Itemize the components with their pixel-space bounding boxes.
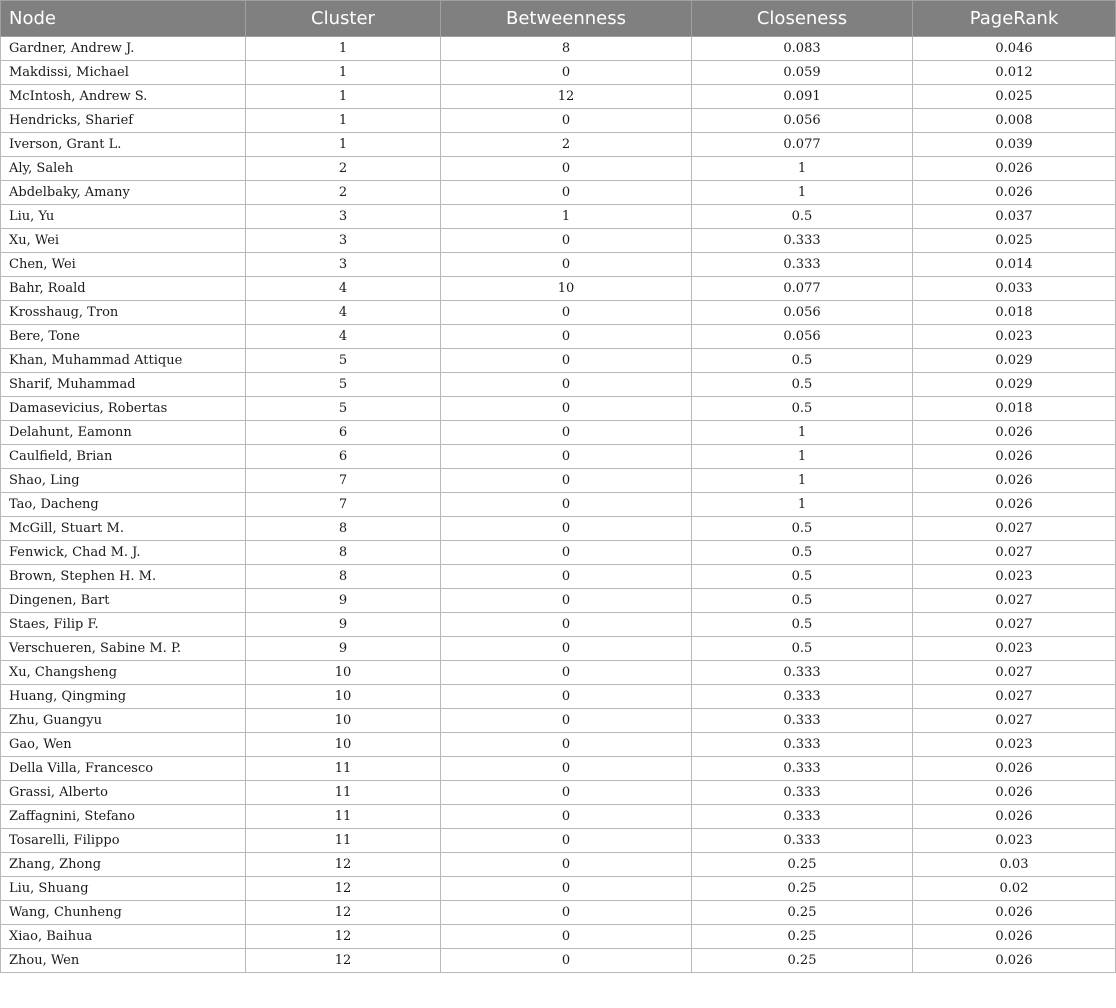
- cell-betweenness: 0: [441, 925, 692, 949]
- table-row: [1, 301, 1116, 325]
- cell-closeness: 1: [692, 469, 913, 493]
- cell-closeness: 0.056: [692, 325, 913, 349]
- table-row: [1, 781, 1116, 805]
- cell-betweenness: 0: [441, 493, 692, 517]
- header-betweenness: Betweenness: [441, 1, 692, 37]
- cell-closeness: 0.25: [692, 877, 913, 901]
- table-row: [1, 805, 1116, 829]
- cell-betweenness: 1: [441, 205, 692, 229]
- cell-cluster: 7: [246, 469, 441, 493]
- table-row: [1, 277, 1116, 301]
- cell-pagerank: 0.02: [913, 877, 1116, 901]
- cell-betweenness: 0: [441, 805, 692, 829]
- cell-closeness: 0.5: [692, 517, 913, 541]
- table-row: [1, 685, 1116, 709]
- cell-closeness: 0.5: [692, 541, 913, 565]
- cell-betweenness: 0: [441, 469, 692, 493]
- cell-closeness: 0.333: [692, 685, 913, 709]
- cell-pagerank: 0.029: [913, 373, 1116, 397]
- cell-pagerank: 0.026: [913, 493, 1116, 517]
- cell-closeness: 0.333: [692, 829, 913, 853]
- cell-cluster: 10: [246, 661, 441, 685]
- cell-closeness: 0.25: [692, 901, 913, 925]
- table-row: [1, 205, 1116, 229]
- table-row: [1, 325, 1116, 349]
- cell-pagerank: 0.018: [913, 301, 1116, 325]
- cell-betweenness: 0: [441, 565, 692, 589]
- cell-betweenness: 0: [441, 685, 692, 709]
- cell-pagerank: 0.027: [913, 613, 1116, 637]
- table-row: [1, 469, 1116, 493]
- table-row: [1, 613, 1116, 637]
- cell-closeness: 1: [692, 181, 913, 205]
- cell-betweenness: 0: [441, 781, 692, 805]
- cell-cluster: 4: [246, 325, 441, 349]
- cell-cluster: 12: [246, 853, 441, 877]
- cell-cluster: 12: [246, 901, 441, 925]
- cell-pagerank: 0.027: [913, 541, 1116, 565]
- cell-pagerank: 0.023: [913, 325, 1116, 349]
- cell-cluster: 11: [246, 805, 441, 829]
- cell-cluster: 8: [246, 565, 441, 589]
- cell-cluster: 1: [246, 85, 441, 109]
- cell-closeness: 0.059: [692, 61, 913, 85]
- cell-closeness: 0.333: [692, 805, 913, 829]
- cell-cluster: 10: [246, 709, 441, 733]
- cell-betweenness: 0: [441, 325, 692, 349]
- cell-node: Zaffagnini, Stefano: [1, 805, 246, 829]
- cell-pagerank: 0.027: [913, 685, 1116, 709]
- cell-pagerank: 0.026: [913, 901, 1116, 925]
- cell-cluster: 6: [246, 445, 441, 469]
- cell-node: Sharif, Muhammad: [1, 373, 246, 397]
- cell-node: Xu, Changsheng: [1, 661, 246, 685]
- cell-cluster: 9: [246, 637, 441, 661]
- cell-betweenness: 0: [441, 229, 692, 253]
- cell-cluster: 11: [246, 829, 441, 853]
- cell-betweenness: 0: [441, 613, 692, 637]
- cell-cluster: 3: [246, 205, 441, 229]
- cell-cluster: 9: [246, 589, 441, 613]
- cell-node: Verschueren, Sabine M. P.: [1, 637, 246, 661]
- cell-betweenness: 0: [441, 661, 692, 685]
- cell-node: Shao, Ling: [1, 469, 246, 493]
- cell-pagerank: 0.029: [913, 349, 1116, 373]
- cell-closeness: 0.25: [692, 925, 913, 949]
- cell-closeness: 1: [692, 157, 913, 181]
- cell-node: Chen, Wei: [1, 253, 246, 277]
- cell-pagerank: 0.023: [913, 733, 1116, 757]
- cell-node: Zhu, Guangyu: [1, 709, 246, 733]
- cell-node: Della Villa, Francesco: [1, 757, 246, 781]
- table-row: [1, 901, 1116, 925]
- cell-cluster: 2: [246, 157, 441, 181]
- cell-betweenness: 0: [441, 61, 692, 85]
- table-row: [1, 541, 1116, 565]
- cell-cluster: 12: [246, 877, 441, 901]
- cell-betweenness: 0: [441, 253, 692, 277]
- cell-cluster: 3: [246, 253, 441, 277]
- cell-pagerank: 0.026: [913, 157, 1116, 181]
- cell-closeness: 1: [692, 421, 913, 445]
- cell-pagerank: 0.03: [913, 853, 1116, 877]
- cell-node: Dingenen, Bart: [1, 589, 246, 613]
- table-row: [1, 373, 1116, 397]
- table-row: [1, 877, 1116, 901]
- cell-betweenness: 0: [441, 445, 692, 469]
- cell-betweenness: 0: [441, 853, 692, 877]
- cell-closeness: 1: [692, 493, 913, 517]
- cell-node: Iverson, Grant L.: [1, 133, 246, 157]
- cell-closeness: 0.333: [692, 709, 913, 733]
- cell-closeness: 0.5: [692, 613, 913, 637]
- cell-cluster: 9: [246, 613, 441, 637]
- cell-cluster: 4: [246, 301, 441, 325]
- cell-closeness: 0.5: [692, 349, 913, 373]
- table-row: [1, 109, 1116, 133]
- cell-node: Bere, Tone: [1, 325, 246, 349]
- table-row: [1, 85, 1116, 109]
- table-row: [1, 661, 1116, 685]
- cell-betweenness: 0: [441, 589, 692, 613]
- cell-pagerank: 0.025: [913, 85, 1116, 109]
- cell-node: Brown, Stephen H. M.: [1, 565, 246, 589]
- table-row: [1, 229, 1116, 253]
- cell-cluster: 2: [246, 181, 441, 205]
- cell-closeness: 0.333: [692, 253, 913, 277]
- cell-node: Makdissi, Michael: [1, 61, 246, 85]
- cell-node: Xiao, Baihua: [1, 925, 246, 949]
- cell-pagerank: 0.026: [913, 421, 1116, 445]
- cell-cluster: 3: [246, 229, 441, 253]
- cell-node: Wang, Chunheng: [1, 901, 246, 925]
- cell-betweenness: 2: [441, 133, 692, 157]
- cell-betweenness: 0: [441, 301, 692, 325]
- table-row: [1, 397, 1116, 421]
- cell-betweenness: 0: [441, 157, 692, 181]
- cell-cluster: 4: [246, 277, 441, 301]
- cell-closeness: 0.5: [692, 589, 913, 613]
- cell-node: Zhou, Wen: [1, 949, 246, 973]
- cell-cluster: 11: [246, 781, 441, 805]
- cell-betweenness: 0: [441, 349, 692, 373]
- cell-node: Fenwick, Chad M. J.: [1, 541, 246, 565]
- cell-pagerank: 0.033: [913, 277, 1116, 301]
- cell-cluster: 12: [246, 949, 441, 973]
- cell-pagerank: 0.023: [913, 565, 1116, 589]
- cell-cluster: 5: [246, 373, 441, 397]
- cell-pagerank: 0.027: [913, 709, 1116, 733]
- cell-betweenness: 0: [441, 949, 692, 973]
- cell-node: Aly, Saleh: [1, 157, 246, 181]
- cell-betweenness: 0: [441, 373, 692, 397]
- cell-cluster: 1: [246, 133, 441, 157]
- cell-pagerank: 0.026: [913, 805, 1116, 829]
- cell-closeness: 0.091: [692, 85, 913, 109]
- cell-closeness: 0.333: [692, 229, 913, 253]
- table-row: [1, 61, 1116, 85]
- cell-node: Xu, Wei: [1, 229, 246, 253]
- cell-node: McGill, Stuart M.: [1, 517, 246, 541]
- cell-node: Abdelbaky, Amany: [1, 181, 246, 205]
- header-cluster: Cluster: [246, 1, 441, 37]
- table-row: [1, 253, 1116, 277]
- table-row: [1, 949, 1116, 973]
- table-row: [1, 565, 1116, 589]
- cell-node: Krosshaug, Tron: [1, 301, 246, 325]
- cell-betweenness: 8: [441, 37, 692, 61]
- cell-betweenness: 0: [441, 757, 692, 781]
- cell-cluster: 5: [246, 397, 441, 421]
- cell-pagerank: 0.025: [913, 229, 1116, 253]
- cell-node: Bahr, Roald: [1, 277, 246, 301]
- header-closeness: Closeness: [692, 1, 913, 37]
- cell-pagerank: 0.026: [913, 925, 1116, 949]
- cell-closeness: 0.056: [692, 301, 913, 325]
- table-row: [1, 757, 1116, 781]
- cell-pagerank: 0.026: [913, 181, 1116, 205]
- table-row: [1, 589, 1116, 613]
- table-body: [1, 37, 1116, 973]
- cell-pagerank: 0.023: [913, 637, 1116, 661]
- cell-betweenness: 10: [441, 277, 692, 301]
- cell-pagerank: 0.027: [913, 517, 1116, 541]
- cell-cluster: 8: [246, 541, 441, 565]
- cell-node: Liu, Shuang: [1, 877, 246, 901]
- cell-closeness: 0.5: [692, 397, 913, 421]
- cell-closeness: 0.5: [692, 565, 913, 589]
- cell-node: McIntosh, Andrew S.: [1, 85, 246, 109]
- cell-closeness: 0.333: [692, 781, 913, 805]
- table-row: [1, 493, 1116, 517]
- table-row: [1, 517, 1116, 541]
- cell-betweenness: 0: [441, 709, 692, 733]
- cell-betweenness: 0: [441, 517, 692, 541]
- table-row: [1, 853, 1116, 877]
- cell-pagerank: 0.027: [913, 589, 1116, 613]
- cell-closeness: 0.5: [692, 373, 913, 397]
- cell-closeness: 0.333: [692, 757, 913, 781]
- cell-node: Caulfield, Brian: [1, 445, 246, 469]
- table-row: [1, 37, 1116, 61]
- cell-cluster: 5: [246, 349, 441, 373]
- cell-cluster: 10: [246, 685, 441, 709]
- cell-cluster: 10: [246, 733, 441, 757]
- cell-cluster: 11: [246, 757, 441, 781]
- cell-betweenness: 0: [441, 397, 692, 421]
- cell-closeness: 0.5: [692, 205, 913, 229]
- cell-closeness: 0.083: [692, 37, 913, 61]
- cell-betweenness: 0: [441, 181, 692, 205]
- cell-closeness: 0.077: [692, 133, 913, 157]
- cell-node: Gardner, Andrew J.: [1, 37, 246, 61]
- cell-betweenness: 0: [441, 421, 692, 445]
- cell-cluster: 8: [246, 517, 441, 541]
- cell-closeness: 0.25: [692, 853, 913, 877]
- cell-pagerank: 0.018: [913, 397, 1116, 421]
- table-row: [1, 829, 1116, 853]
- header-row: [1, 1, 1116, 37]
- cell-closeness: 0.056: [692, 109, 913, 133]
- header-node: Node: [1, 1, 246, 37]
- table-row: [1, 637, 1116, 661]
- cell-node: Huang, Qingming: [1, 685, 246, 709]
- table-row: [1, 157, 1116, 181]
- cell-betweenness: 0: [441, 109, 692, 133]
- cell-pagerank: 0.026: [913, 445, 1116, 469]
- cell-node: Tosarelli, Filippo: [1, 829, 246, 853]
- cell-closeness: 0.5: [692, 637, 913, 661]
- cell-node: Hendricks, Sharief: [1, 109, 246, 133]
- header-pagerank: PageRank: [913, 1, 1116, 37]
- table-row: [1, 925, 1116, 949]
- cell-cluster: 1: [246, 109, 441, 133]
- table-row: [1, 445, 1116, 469]
- cell-closeness: 1: [692, 445, 913, 469]
- cell-closeness: 0.333: [692, 661, 913, 685]
- cell-node: Gao, Wen: [1, 733, 246, 757]
- cell-betweenness: 12: [441, 85, 692, 109]
- cell-closeness: 0.077: [692, 277, 913, 301]
- cell-betweenness: 0: [441, 541, 692, 565]
- cell-node: Damasevicius, Robertas: [1, 397, 246, 421]
- cell-cluster: 1: [246, 61, 441, 85]
- table-row: [1, 709, 1116, 733]
- cell-pagerank: 0.046: [913, 37, 1116, 61]
- cell-node: Zhang, Zhong: [1, 853, 246, 877]
- cell-cluster: 6: [246, 421, 441, 445]
- cell-pagerank: 0.026: [913, 469, 1116, 493]
- cell-node: Staes, Filip F.: [1, 613, 246, 637]
- cell-pagerank: 0.012: [913, 61, 1116, 85]
- cell-betweenness: 0: [441, 733, 692, 757]
- table-row: [1, 181, 1116, 205]
- cell-betweenness: 0: [441, 901, 692, 925]
- cell-betweenness: 0: [441, 637, 692, 661]
- cell-pagerank: 0.039: [913, 133, 1116, 157]
- cell-cluster: 12: [246, 925, 441, 949]
- cell-pagerank: 0.026: [913, 781, 1116, 805]
- cell-betweenness: 0: [441, 877, 692, 901]
- cell-pagerank: 0.027: [913, 661, 1116, 685]
- cell-cluster: 1: [246, 37, 441, 61]
- cell-pagerank: 0.026: [913, 757, 1116, 781]
- cell-node: Khan, Muhammad Attique: [1, 349, 246, 373]
- cell-node: Delahunt, Eamonn: [1, 421, 246, 445]
- cell-pagerank: 0.014: [913, 253, 1116, 277]
- cell-pagerank: 0.008: [913, 109, 1116, 133]
- cell-closeness: 0.25: [692, 949, 913, 973]
- table-row: [1, 421, 1116, 445]
- cell-pagerank: 0.023: [913, 829, 1116, 853]
- cell-node: Liu, Yu: [1, 205, 246, 229]
- cell-closeness: 0.333: [692, 733, 913, 757]
- cell-node: Tao, Dacheng: [1, 493, 246, 517]
- cell-betweenness: 0: [441, 829, 692, 853]
- cell-pagerank: 0.037: [913, 205, 1116, 229]
- table-row: [1, 133, 1116, 157]
- cell-pagerank: 0.026: [913, 949, 1116, 973]
- table-row: [1, 733, 1116, 757]
- table-row: [1, 349, 1116, 373]
- cell-node: Grassi, Alberto: [1, 781, 246, 805]
- cell-cluster: 7: [246, 493, 441, 517]
